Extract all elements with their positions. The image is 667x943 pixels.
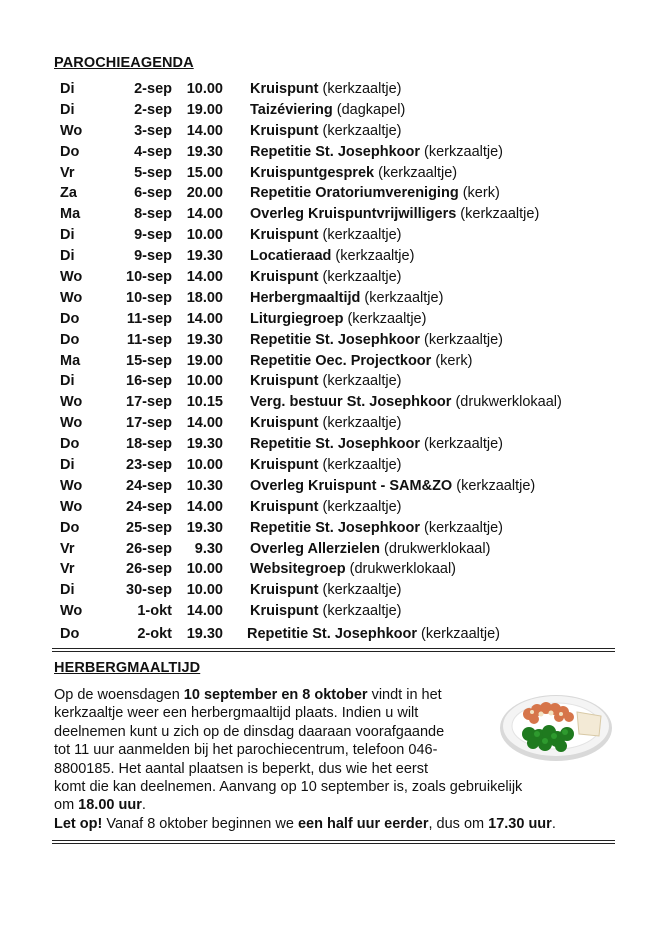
agenda-activity: Kruispunt <box>250 227 319 244</box>
agenda-date: 10-sep <box>126 269 172 286</box>
agenda-date: 9-sep <box>134 248 172 265</box>
agenda-day: Wo <box>60 289 83 306</box>
agenda-day: Di <box>60 81 75 97</box>
agenda-day: Do <box>60 331 80 348</box>
text-run: . <box>141 797 146 814</box>
paragraph-line <box>54 796 624 814</box>
agenda-date: 18-sep <box>126 436 172 453</box>
agenda-location: (kerkzaaltje) <box>318 81 402 97</box>
agenda-day: Wo <box>60 415 83 432</box>
agenda-description <box>250 455 401 476</box>
agenda-date: 6-sep <box>134 185 172 202</box>
section-divider <box>52 840 615 844</box>
bold-time: 17.30 uur <box>488 815 552 832</box>
agenda-row <box>0 518 667 539</box>
agenda-activity: Taizéviering <box>250 101 333 118</box>
agenda-day: Vr <box>60 561 75 578</box>
agenda-description <box>250 225 401 246</box>
agenda-date: 26-sep <box>126 561 172 578</box>
agenda-date: 2-sep <box>134 81 172 97</box>
agenda-description <box>250 580 401 601</box>
agenda-time: 10.00 <box>186 457 223 474</box>
agenda-location: (kerkzaaltje) <box>318 603 402 620</box>
agenda-time: 14.00 <box>186 498 223 515</box>
agenda-date: 5-sep <box>134 164 172 181</box>
agenda-day: Di <box>60 373 75 390</box>
agenda-activity: Verg. bestuur St. Josephkoor <box>250 394 452 411</box>
agenda-activity: Repetitie St. Josephkoor <box>250 519 421 536</box>
agenda-time: 14.00 <box>186 310 223 327</box>
agenda-date: 26-sep <box>126 540 172 557</box>
agenda-description <box>250 79 401 100</box>
agenda-date: 1-okt <box>137 603 172 620</box>
agenda-description <box>250 476 535 497</box>
agenda-date: 24-sep <box>126 477 172 494</box>
agenda-time: 19.30 <box>186 436 223 453</box>
paragraph-line: komt die kan deelnemen. Aanvang op 10 september is, zoals gebruikelijk <box>54 779 523 796</box>
agenda-description <box>250 163 457 184</box>
agenda-location: (kerkzaaltje) <box>420 519 504 536</box>
paragraph-line: deelnemen kunt u zich op de dinsdag daaraan voorafgaande <box>54 723 445 740</box>
agenda-date: 30-sep <box>126 582 172 599</box>
agenda-time: 19.00 <box>186 101 223 118</box>
agenda-day: Di <box>60 248 75 265</box>
agenda-description <box>250 288 443 309</box>
agenda-time: 19.30 <box>186 143 223 160</box>
text-run: Op de woensdagen <box>54 687 184 703</box>
agenda-day: Do <box>60 436 80 453</box>
agenda-time: 10.00 <box>186 81 223 97</box>
agenda-row <box>0 455 667 476</box>
agenda-activity: Websitegroep <box>250 561 346 578</box>
agenda-location: (kerk) <box>458 185 500 202</box>
agenda-location: (drukwerklokaal) <box>451 394 562 411</box>
agenda-day: Wo <box>60 122 83 139</box>
agenda-location: (drukwerklokaal) <box>345 561 457 578</box>
agenda-date: 2-okt <box>137 625 172 642</box>
agenda-row <box>0 121 667 142</box>
agenda-time: 10.00 <box>186 561 223 578</box>
section-divider <box>52 648 615 652</box>
agenda-row <box>0 246 667 267</box>
meal-plate-icon <box>499 684 613 764</box>
agenda-description <box>250 246 414 267</box>
agenda-time: 10.00 <box>186 373 223 390</box>
agenda-description <box>247 624 500 645</box>
agenda-location: (kerkzaaltje) <box>374 164 458 181</box>
agenda-activity: Kruispunt <box>250 415 319 432</box>
agenda-description <box>250 559 456 580</box>
agenda-activity: Repetitie Oec. Projectkoor <box>250 352 432 369</box>
agenda-time: 14.00 <box>186 122 223 139</box>
agenda-location: (kerkzaaltje) <box>318 457 402 474</box>
bold-note: een half uur eerder <box>297 815 429 832</box>
paragraph-line: tot 11 uur aanmelden bij het parochiecentrum, telefoon 046- <box>54 742 438 759</box>
agenda-row <box>0 309 667 330</box>
agenda-description <box>250 204 539 225</box>
agenda-location: (kerkzaaltje) <box>420 331 504 348</box>
agenda-date: 8-sep <box>134 206 172 223</box>
agenda-day: Wo <box>60 498 83 515</box>
agenda-activity: Overleg Allerzielen <box>250 540 381 557</box>
agenda-activity: Locatieraad <box>250 248 332 265</box>
agenda-day: Di <box>60 101 75 118</box>
agenda-row <box>0 497 667 518</box>
agenda-description <box>250 539 490 560</box>
agenda-row <box>0 539 667 560</box>
agenda-date: 10-sep <box>126 289 172 306</box>
agenda-activity: Herbergmaaltijd <box>250 289 361 306</box>
agenda-description <box>250 434 503 455</box>
agenda-location: (kerkzaaltje) <box>318 122 402 139</box>
agenda-location: (kerkzaaltje) <box>331 248 415 265</box>
bold-dates: 10 september en 8 oktober <box>183 687 368 703</box>
text-run: . <box>551 815 556 832</box>
agenda-day: Wo <box>60 477 83 494</box>
agenda-time: 20.00 <box>186 185 223 202</box>
agenda-location: (kerkzaaltje) <box>318 582 402 599</box>
agenda-day: Wo <box>60 603 83 620</box>
agenda-activity: Kruispunt <box>250 81 319 97</box>
agenda-heading: PAROCHIEAGENDA <box>54 55 194 71</box>
agenda-description <box>250 392 562 413</box>
agenda-row <box>0 330 667 351</box>
agenda-date: 4-sep <box>134 143 172 160</box>
agenda-activity: Repetitie Oratoriumvereniging <box>250 185 459 202</box>
bold-note: Let op! <box>54 815 103 832</box>
agenda-row <box>0 559 667 580</box>
agenda-description <box>250 351 472 372</box>
agenda-time: 19.30 <box>186 248 223 265</box>
agenda-description <box>250 183 500 204</box>
agenda-description <box>250 267 401 288</box>
agenda-row <box>0 580 667 601</box>
agenda-activity: Kruispunt <box>250 457 319 474</box>
herberg-heading: HERBERGMAALTIJD <box>54 660 201 676</box>
agenda-activity: Kruispunt <box>250 498 319 515</box>
agenda-time: 18.00 <box>186 289 223 306</box>
agenda-day: Do <box>60 625 80 642</box>
agenda-row <box>0 392 667 413</box>
agenda-activity: Repetitie St. Josephkoor <box>250 143 421 160</box>
agenda-time: 10.30 <box>186 477 223 494</box>
text-run: Vanaf 8 oktober beginnen we <box>102 815 298 832</box>
agenda-day: Do <box>60 143 80 160</box>
agenda-row <box>0 434 667 455</box>
agenda-date: 11-sep <box>126 331 172 348</box>
paragraph-line <box>54 815 624 833</box>
text-run: om <box>54 797 79 814</box>
agenda-day: Vr <box>60 540 75 557</box>
agenda-location: (kerkzaaltje) <box>318 498 402 515</box>
agenda-location: (kerkzaaltje) <box>456 206 540 223</box>
agenda-activity: Repetitie St. Josephkoor <box>247 625 418 642</box>
agenda-date: 17-sep <box>126 415 172 432</box>
agenda-date: 23-sep <box>126 457 172 474</box>
agenda-date: 2-sep <box>134 101 172 118</box>
agenda-row <box>0 142 667 163</box>
agenda-row <box>0 79 667 100</box>
agenda-time: 19.30 <box>186 519 223 536</box>
agenda-location: (kerkzaaltje) <box>420 143 504 160</box>
agenda-time: 14.00 <box>186 206 223 223</box>
agenda-row <box>0 288 667 309</box>
agenda-row <box>0 624 667 645</box>
agenda-row <box>0 476 667 497</box>
agenda-day: Di <box>60 227 75 244</box>
agenda-day: Ma <box>60 206 81 223</box>
agenda-row <box>0 183 667 204</box>
agenda-location: (kerkzaaltje) <box>318 373 402 390</box>
agenda-location: (kerkzaaltje) <box>417 625 501 642</box>
agenda-description <box>250 121 401 142</box>
agenda-row <box>0 100 667 121</box>
agenda-location: (drukwerklokaal) <box>380 540 491 557</box>
agenda-activity: Overleg Kruispuntvrijwilligers <box>250 206 457 223</box>
agenda-time: 9.30 <box>194 540 223 557</box>
agenda-day: Wo <box>60 394 83 411</box>
agenda-location: (kerk) <box>431 352 473 369</box>
agenda-date: 16-sep <box>126 373 172 390</box>
agenda-day: Za <box>60 185 77 202</box>
agenda-row <box>0 225 667 246</box>
agenda-activity: Kruispunt <box>250 582 319 599</box>
agenda-time: 10.00 <box>186 227 223 244</box>
agenda-date: 17-sep <box>126 394 172 411</box>
agenda-description <box>250 601 401 622</box>
agenda-time: 10.00 <box>186 582 223 599</box>
agenda-location: (kerkzaaltje) <box>318 227 402 244</box>
text-run: vindt in het <box>367 687 442 703</box>
agenda-day: Di <box>60 582 75 599</box>
agenda-activity: Kruispunt <box>250 603 319 620</box>
agenda-location: (kerkzaaltje) <box>318 269 402 286</box>
agenda-day: Do <box>60 519 80 536</box>
agenda-time: 19.00 <box>186 352 223 369</box>
agenda-description <box>250 371 401 392</box>
agenda-description <box>250 309 426 330</box>
agenda-row <box>0 163 667 184</box>
agenda-description <box>250 413 401 434</box>
agenda-activity: Repetitie St. Josephkoor <box>250 331 421 348</box>
agenda-row <box>0 413 667 434</box>
agenda-time: 19.30 <box>186 625 223 642</box>
agenda-time: 14.00 <box>186 415 223 432</box>
bold-time: 18.00 uur <box>78 797 142 814</box>
agenda-row <box>0 371 667 392</box>
agenda-row <box>0 601 667 622</box>
agenda-description <box>250 497 401 518</box>
agenda-location: (kerkzaaltje) <box>420 436 504 453</box>
agenda-row <box>0 267 667 288</box>
agenda-activity: Kruispuntgesprek <box>250 164 375 181</box>
agenda-description <box>250 518 503 539</box>
agenda-day: Wo <box>60 269 83 286</box>
agenda-time: 19.30 <box>186 331 223 348</box>
agenda-day: Vr <box>60 164 75 181</box>
agenda-date: 24-sep <box>126 498 172 515</box>
agenda-day: Do <box>60 310 80 327</box>
agenda-time: 14.00 <box>186 269 223 286</box>
agenda-location: (kerkzaaltje) <box>360 289 444 306</box>
agenda-activity: Kruispunt <box>250 269 319 286</box>
agenda-activity: Repetitie St. Josephkoor <box>250 436 421 453</box>
agenda-activity: Liturgiegroep <box>250 310 344 327</box>
agenda-table <box>0 79 667 645</box>
agenda-time: 14.00 <box>186 603 223 620</box>
paragraph-line: kerkzaaltje weer een herbergmaaltijd plaats. Indien u wilt <box>54 705 419 722</box>
agenda-date: 11-sep <box>126 310 172 327</box>
agenda-description <box>250 330 503 351</box>
agenda-date: 15-sep <box>126 352 172 369</box>
agenda-day: Ma <box>60 352 81 369</box>
agenda-location: (kerkzaaltje) <box>343 310 427 327</box>
agenda-location: (kerkzaaltje) <box>318 415 402 432</box>
agenda-activity: Kruispunt <box>250 373 319 390</box>
agenda-time: 10.15 <box>186 394 223 411</box>
agenda-date: 9-sep <box>134 227 172 244</box>
agenda-day: Di <box>60 457 75 474</box>
agenda-description <box>250 100 405 121</box>
agenda-time: 15.00 <box>186 164 223 181</box>
agenda-date: 3-sep <box>134 122 172 139</box>
text-run: , dus om <box>428 815 489 832</box>
agenda-row <box>0 351 667 372</box>
agenda-location: (dagkapel) <box>332 101 406 118</box>
agenda-description <box>250 142 503 163</box>
paragraph-line: 8800185. Het aantal plaatsen is beperkt, dus wie het eerst <box>54 760 429 777</box>
agenda-activity: Kruispunt <box>250 122 319 139</box>
agenda-location: (kerkzaaltje) <box>452 477 536 494</box>
agenda-date: 25-sep <box>126 519 172 536</box>
agenda-row <box>0 204 667 225</box>
agenda-activity: Overleg Kruispunt - SAM&ZO <box>250 477 453 494</box>
